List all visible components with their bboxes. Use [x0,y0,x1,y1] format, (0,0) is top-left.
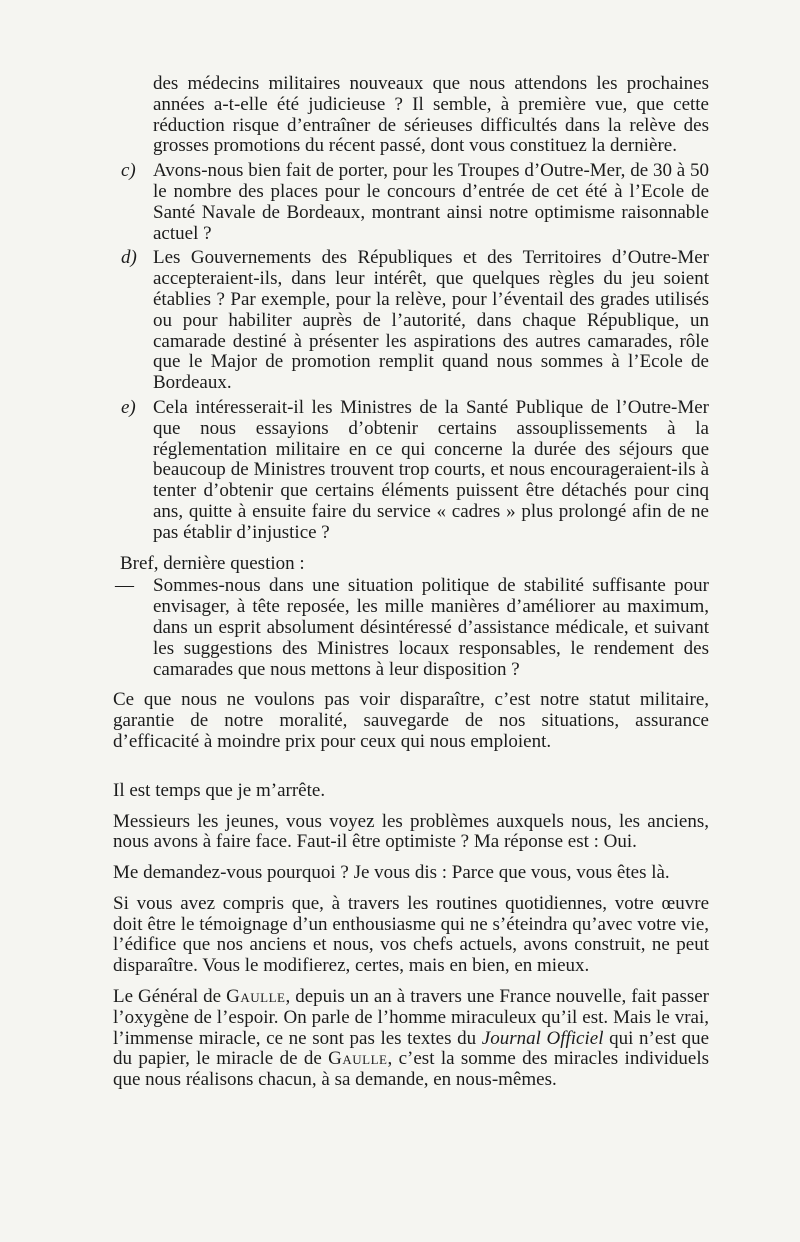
body-text [113,74,709,1091]
list-marker: c) [121,160,136,182]
journal-officiel: Journal Officiel [481,1027,604,1049]
gaulle-text-1: Le Général de [113,986,222,1008]
paragraph-bref: Bref, dernière question : [120,552,305,574]
list-item-text: Cela intéresserait-il les Ministres de la Santé Publique de l’Outre-Mer que nous essayions d’obtenir certains assouplissements à la réglementation militaire en ce qui concerne la durée des séjours que beaucoup de Ministres trouvent trop courts, et nous encourageraient-ils à tenter d’obtenir que certains éléments puissent être détachés pour cinq ans, quitte à ensuite faire du service « cadres » plus prolongé afin de ne pas établir d’injustice ? [153,396,709,543]
paragraph-routines: Si vous avez compris que, à travers les routines quotidiennes, votre œuvre doit être le témoignage d’un enthousiasme qui ne s’éteindra qu’avec votre vie, l’édifice que nos anciens et nous, vos chefs actuels, avons construit, ne peut disparaître. Vous le modifierez, certes, mais en bien, en mieux. [113,892,709,977]
list-item-e [113,398,709,544]
dash-item [113,576,709,680]
paragraph-statut: Ce que nous ne voulons pas voir disparaître, c’est notre statut militaire, garantie de notre moralité, sauvegarde de nos situations, assurance d’efficacité à moindre prix pour ceux qui nous emploient. [113,689,709,752]
paragraph-arrete: Il est temps que je m’arrête. [113,779,326,801]
gaulle-name: Gaulle [226,986,286,1008]
list-item-c [113,161,709,244]
list-item-d [113,248,709,394]
list-item-text: Avons-nous bien fait de porter, pour les Troupes d’Outre-Mer, de 30 à 50 le nombre des places pour le concours d’entrée de cet été à l’Ecole de Santé Navale de Bordeaux, montrant ainsi notre optimisme raisonnable actuel ? [153,160,709,244]
gaulle-text-2: , depuis un an à travers une France nouvelle, fait passer l’oxygène de l’espoir. On parle de l’homme miraculeux qu’il est. Mais le vrai, l’immense miracle, ce ne sont pas les textes du [113,986,710,1049]
gaulle-name-2: Gaulle [328,1048,388,1070]
dash-item-text: Sommes-nous dans une situation politique de stabilité suffisante pour envisager, à tête reposée, les mille manières d’améliorer au maximum, dans un esprit absolument désintéressé d’assistance médicale, et suivant les suggestions des Ministres locaux responsables, le rendement des camarades que nous mettons à leur disposition ? [153,575,709,680]
dash-marker: — [115,575,134,597]
gaulle-text-3: qui n’est que du papier, le miracle de de [113,1027,710,1070]
gaulle-text-4: , c’est la somme des miracles individuels que nous réalisons chacun, à sa demande, en nous-mêmes. [113,1048,709,1091]
list-marker: d) [121,247,137,269]
continued-paragraph: des médecins militaires nouveaux que nous attendons les prochaines années a-t-elle été judicieuse ? Il semble, à première vue, que cette réduction risque d’entraîner de sérieuses difficultés dans la relève des grosses promotions du récent passé, dont vous constituez la dernière. [153,73,709,157]
paragraph-gaulle [113,987,709,1091]
list-item-text: Les Gouvernements des Républiques et des Territoires d’Outre-Mer accepteraient-ils, dans leur intérêt, que quelques règles du jeu soient établies ? Par exemple, pour la relève, pour l’éventail des grades utilisés ou pour habiliter auprès de l’autorité, dans chaque République, un camarade destiné à présenter les aspirations des autres camarades, rôle que le Major de promotion remplit quand nous sommes à l’Ecole de Bordeaux. [153,247,709,394]
list-marker: e) [121,396,136,418]
paragraph-jeunes: Messieurs les jeunes, vous voyez les problèmes auxquels nous, les anciens, nous avons à faire face. Faut-il être optimiste ? Ma réponse est : Oui. [113,810,709,853]
paragraph-pourquoi: Me demandez-vous pourquoi ? Je vous dis : Parce que vous, vous êtes là. [113,862,670,884]
